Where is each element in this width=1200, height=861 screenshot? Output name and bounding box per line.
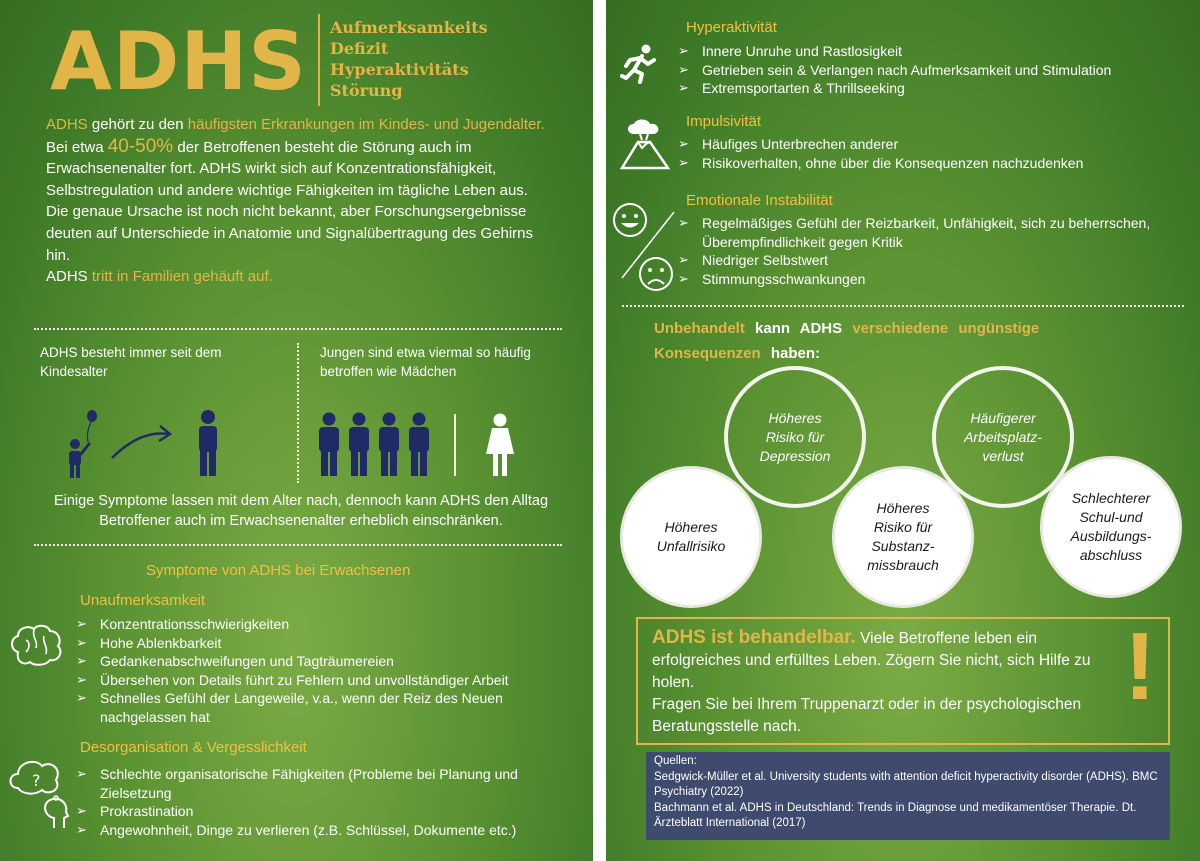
emotional-heading: Emotionale Instabilität bbox=[686, 192, 833, 209]
inattention-heading: Unaufmerksamkeit bbox=[80, 592, 206, 609]
fact-gender: Jungen sind etwa viermal so häufig betroffen wie Mädchen bbox=[320, 345, 531, 379]
inattention-list bbox=[76, 615, 576, 727]
subtitle bbox=[330, 17, 488, 101]
child-to-adult-icon bbox=[60, 408, 240, 482]
consequences-word: verschiedene ungünstige Konsequenzen bbox=[654, 320, 1040, 362]
svg-text:?: ? bbox=[32, 771, 41, 790]
circle-accident bbox=[620, 466, 762, 608]
volcano-icon bbox=[620, 118, 670, 172]
emotional-list bbox=[678, 214, 1188, 288]
circle-label: Schlechterer Schul-und Ausbildungs-abschluss bbox=[1070, 490, 1152, 563]
list-item: ➢ Schnelles Gefühl der Langeweile, v.a., wenn der Reiz des Neuen nachgelassen hat bbox=[76, 689, 576, 726]
list-item: ➢ Niedriger Selbstwert bbox=[678, 251, 1188, 270]
symptoms-title: Symptome von ADHS bei Erwachsenen bbox=[146, 562, 411, 579]
consequences-word: ADHS bbox=[799, 320, 843, 337]
subtitle-line: Defizit bbox=[330, 39, 389, 58]
list-item: ➢ Übersehen von Details führt zu Fehlern und unvollständiger Arbeit bbox=[76, 671, 576, 690]
treatable-body: Viele Betroffene leben ein erfolgreiches und erfülltes Leben. Zögern Sie nicht, sich Hilfe zu holen. bbox=[652, 630, 1091, 691]
title-divider bbox=[318, 14, 320, 106]
intro-highlight: häufigsten Erkrankungen im Kindes- und Jugendalter. bbox=[187, 116, 545, 133]
divider bbox=[622, 305, 1184, 307]
impulsivity-list bbox=[678, 135, 1188, 172]
circle-label: Höheres Risiko für Substanz-missbrauch bbox=[867, 500, 939, 573]
source-item: Sedgwick-Müller et al. University students with attention deficit hyperactivity disorder (ADHS). BMC Psychiatry (2022) bbox=[654, 770, 1158, 798]
treatable-box bbox=[636, 613, 1170, 745]
circle-substance bbox=[832, 466, 974, 608]
intro-text-part: gehört zu den bbox=[87, 116, 188, 133]
disorganisation-heading: Desorganisation & Vergesslichkeit bbox=[80, 739, 307, 756]
list-item: ➢ Gedankenabschweifungen und Tagträumereien bbox=[76, 652, 576, 671]
subtitle-line: Aufmerksamkeits bbox=[330, 18, 488, 37]
confused-head-icon bbox=[6, 752, 72, 832]
circle-label: Höheres Risiko für Depression bbox=[759, 409, 831, 464]
sources-label: Quellen: bbox=[654, 755, 697, 767]
fact-childhood: ADHS besteht immer seit dem Kindesalter bbox=[40, 345, 222, 379]
circle-depression bbox=[724, 366, 866, 508]
left-panel bbox=[0, 0, 593, 861]
mood-faces-icon bbox=[610, 198, 684, 298]
consequences-word: kann bbox=[744, 320, 800, 337]
intro-text-part: der Betroffenen besteht die Störung auch im Erwachsenenalter fort. ADHS wirkt sich auf Konzentrationsfähigkeit, Selbstregulation und andere wichtige Fähigkeiten im tägliche Leben aus. Die genaue Ursache ist noch nicht bekannt, aber Forschungsergebnisse deuten auf Unterschiede in Anatomie und Signalübertragung des Gehirns hin. bbox=[46, 138, 533, 264]
list-item: ➢ Häufiges Unterbrechen anderer bbox=[678, 135, 1188, 154]
treatable-headline: ADHS ist behandelbar. bbox=[652, 627, 856, 648]
intro-family: tritt in Familien gehäuft auf. bbox=[87, 268, 273, 286]
intro-adhs: ADHS bbox=[46, 116, 88, 133]
divider bbox=[34, 544, 562, 546]
list-item: ➢ Schlechte organisatorische Fähigkeiten (Probleme bei Planung und Zielsetzung bbox=[76, 765, 576, 802]
consequences-word: Unbehandelt bbox=[654, 320, 745, 337]
exclamation-icon: ! bbox=[1124, 613, 1156, 720]
treatable-advice: Fragen Sie bei Ihrem Truppenarzt oder in der psychologischen Beratungsstelle nach. bbox=[652, 696, 1082, 735]
hyperactivity-list bbox=[678, 42, 1188, 98]
intro-adhs-2: ADHS bbox=[46, 268, 88, 286]
main-title: ADHS bbox=[50, 15, 307, 108]
impulsivity-heading: Impulsivität bbox=[686, 113, 762, 130]
treatable-text bbox=[652, 627, 1102, 738]
happy-face-icon bbox=[614, 204, 646, 236]
fact-divider bbox=[297, 343, 299, 483]
intro-text bbox=[46, 114, 546, 288]
list-item: ➢ Angewohnheit, Dinge zu verlieren (z.B. Schlüssel, Dokumente etc.) bbox=[76, 821, 576, 840]
symptoms-note: Einige Symptome lassen mit dem Alter nach, dennoch kann ADHS den Alltag Betroffener auch im Erwachsenenalter erheblich einschränken. bbox=[53, 493, 549, 529]
subtitle-line: Störung bbox=[330, 81, 403, 100]
list-item: ➢ Stimmungsschwankungen bbox=[678, 270, 1188, 289]
subtitle-line: Hyperaktivitäts bbox=[330, 60, 469, 79]
hyperactivity-heading: Hyperaktivität bbox=[686, 19, 777, 36]
list-item: ➢ Regelmäßiges Gefühl der Reizbarkeit, Unfähigkeit, sich zu beherrschen, Überempfindlichkeit gegen Kritik bbox=[678, 214, 1188, 251]
list-item: ➢ Extremsportarten & Thrillseeking bbox=[678, 79, 1188, 98]
circle-label: Höheres Unfallrisiko bbox=[656, 519, 726, 554]
circle-label: Häufigerer Arbeitsplatz-verlust bbox=[964, 409, 1042, 464]
disorganisation-list bbox=[76, 765, 576, 839]
gender-ratio-icon bbox=[316, 412, 526, 478]
running-person-icon bbox=[620, 44, 660, 84]
list-item: ➢ Konzentrationsschwierigkeiten bbox=[76, 615, 576, 634]
list-item: ➢ Prokrastination bbox=[76, 802, 576, 821]
sad-face-icon bbox=[640, 258, 672, 290]
consequences-heading bbox=[654, 316, 1074, 366]
brain-icon bbox=[8, 622, 66, 670]
right-panel bbox=[606, 0, 1200, 861]
source-item: Bachmann et al. ADHS in Deutschland: Trends in Diagnose und medikamentöser Therapie. Dt. Ärzteblatt International (2017) bbox=[654, 801, 1137, 829]
intro-text-part: Bei etwa bbox=[46, 138, 108, 156]
list-item: ➢ Hohe Ablenkbarkeit bbox=[76, 634, 576, 653]
circle-education bbox=[1040, 456, 1182, 598]
list-item: ➢ Innere Unruhe und Rastlosigkeit bbox=[678, 42, 1188, 61]
intro-percentage: 40-50% bbox=[107, 135, 174, 157]
divider bbox=[34, 328, 562, 330]
list-item: ➢ Getrieben sein & Verlangen nach Aufmerksamkeit und Stimulation bbox=[678, 61, 1188, 80]
list-item: ➢ Risikoverhalten, ohne über die Konsequenzen nachzudenken bbox=[678, 154, 1188, 173]
sources-box bbox=[646, 752, 1170, 840]
consequences-word: haben: bbox=[760, 345, 821, 362]
